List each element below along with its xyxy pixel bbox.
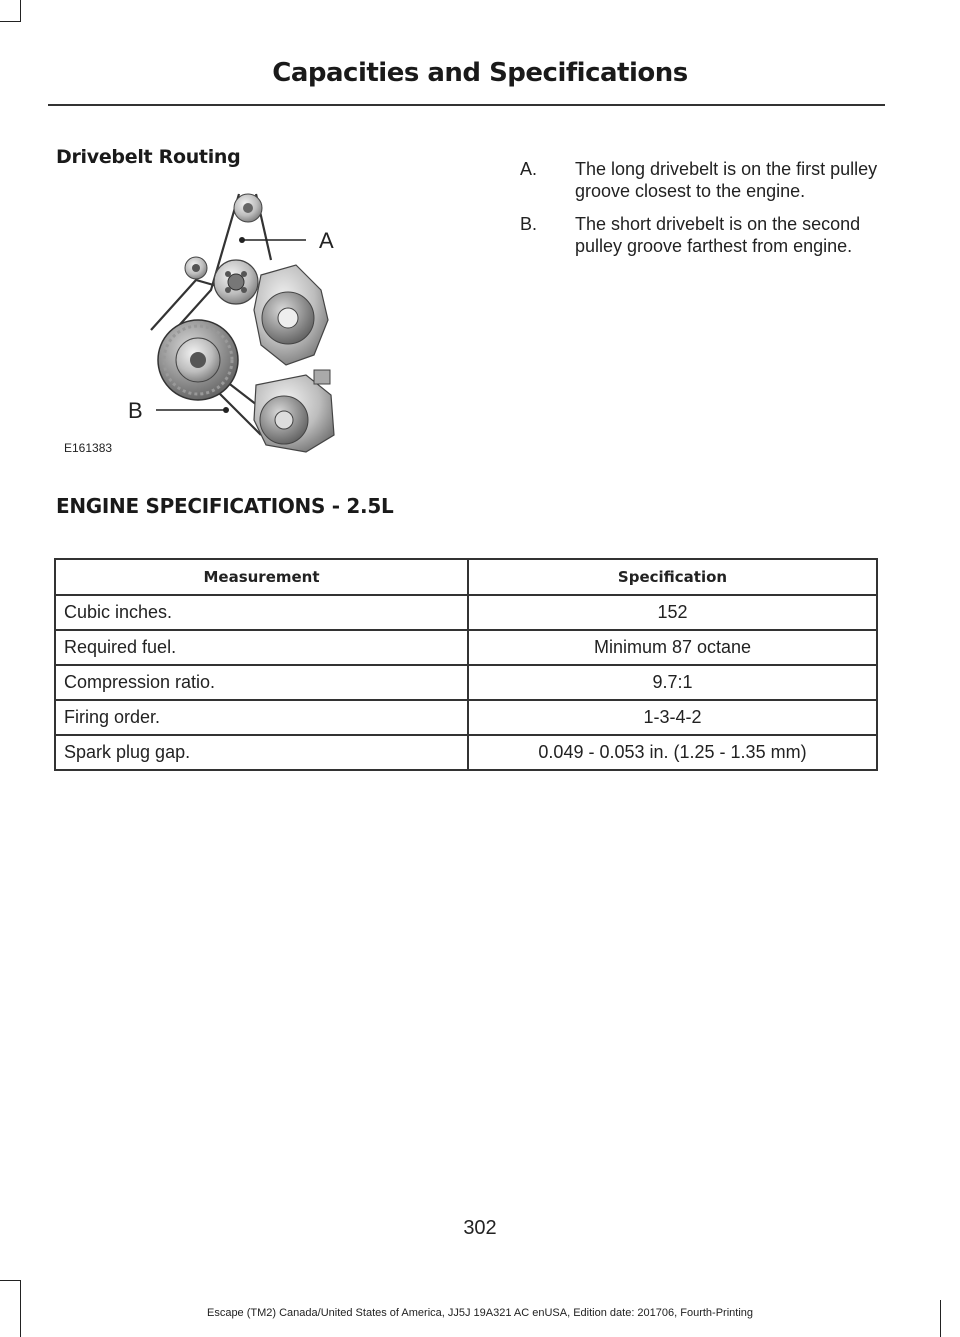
callout-item-b — [520, 213, 880, 257]
table-cell-measurement: Spark plug gap. — [55, 735, 468, 770]
generator-pulley — [214, 260, 258, 304]
crop-mark — [0, 21, 21, 22]
footer-edition-note: Escape (TM2) Canada/United States of America, JJ5J 19A321 AC enUSA, Edition date: 201706, Fourth-Printing — [206, 1307, 754, 1319]
callout-a-label: A — [319, 228, 334, 253]
crankshaft-pulley — [158, 320, 238, 400]
table-header-row — [55, 559, 877, 595]
ac-compressor — [254, 370, 334, 452]
drivebelt-routing-diagram — [56, 180, 426, 460]
engine-cover — [254, 265, 328, 365]
callout-b — [128, 398, 229, 423]
page-header-title: Capacities and Specifications — [272, 58, 688, 88]
table-header-measurement: Measurement — [55, 559, 468, 595]
page-number: 302 — [463, 1217, 497, 1239]
callout-a — [239, 228, 334, 253]
table-cell-measurement: Cubic inches. — [55, 595, 468, 630]
table-cell-measurement: Compression ratio. — [55, 665, 468, 700]
table-cell-specification: 9.7:1 — [468, 665, 877, 700]
table-cell-specification: 1-3-4-2 — [468, 700, 877, 735]
drivebelt-callout-list — [520, 158, 880, 268]
callout-item-key: B. — [520, 214, 538, 234]
callout-b-label: B — [128, 398, 143, 423]
drivebelt-section-title: Drivebelt Routing — [56, 146, 241, 168]
engine-specifications-table — [54, 558, 878, 771]
figure-code: E161383 — [64, 441, 113, 455]
table-row — [55, 665, 877, 700]
table-cell-specification: 152 — [468, 595, 877, 630]
table-row — [55, 630, 877, 665]
crop-mark — [0, 1280, 21, 1281]
callout-item-text: The long drivebelt is on the first pulley groove closest to the engine. — [575, 159, 878, 201]
header-rule — [48, 104, 885, 106]
table-cell-specification: Minimum 87 octane — [468, 630, 877, 665]
table-cell-measurement: Required fuel. — [55, 630, 468, 665]
callout-item-key: A. — [520, 159, 538, 179]
drivebelt-lines — [151, 194, 271, 435]
table-row — [55, 735, 877, 770]
table-header-specification: Specification — [468, 559, 877, 595]
tensioner-pulley — [185, 257, 207, 279]
table-cell-specification: 0.049 - 0.053 in. (1.25 - 1.35 mm) — [468, 735, 877, 770]
engine-specifications-title: ENGINE SPECIFICATIONS - 2.5L — [56, 494, 394, 518]
idler-pulley — [234, 194, 262, 222]
callout-item-a — [520, 158, 880, 202]
callout-item-text: The short drivebelt is on the second pulley groove farthest from engine. — [575, 214, 861, 256]
crop-mark — [20, 0, 21, 22]
table-cell-measurement: Firing order. — [55, 700, 468, 735]
table-row — [55, 595, 877, 630]
table-row — [55, 700, 877, 735]
